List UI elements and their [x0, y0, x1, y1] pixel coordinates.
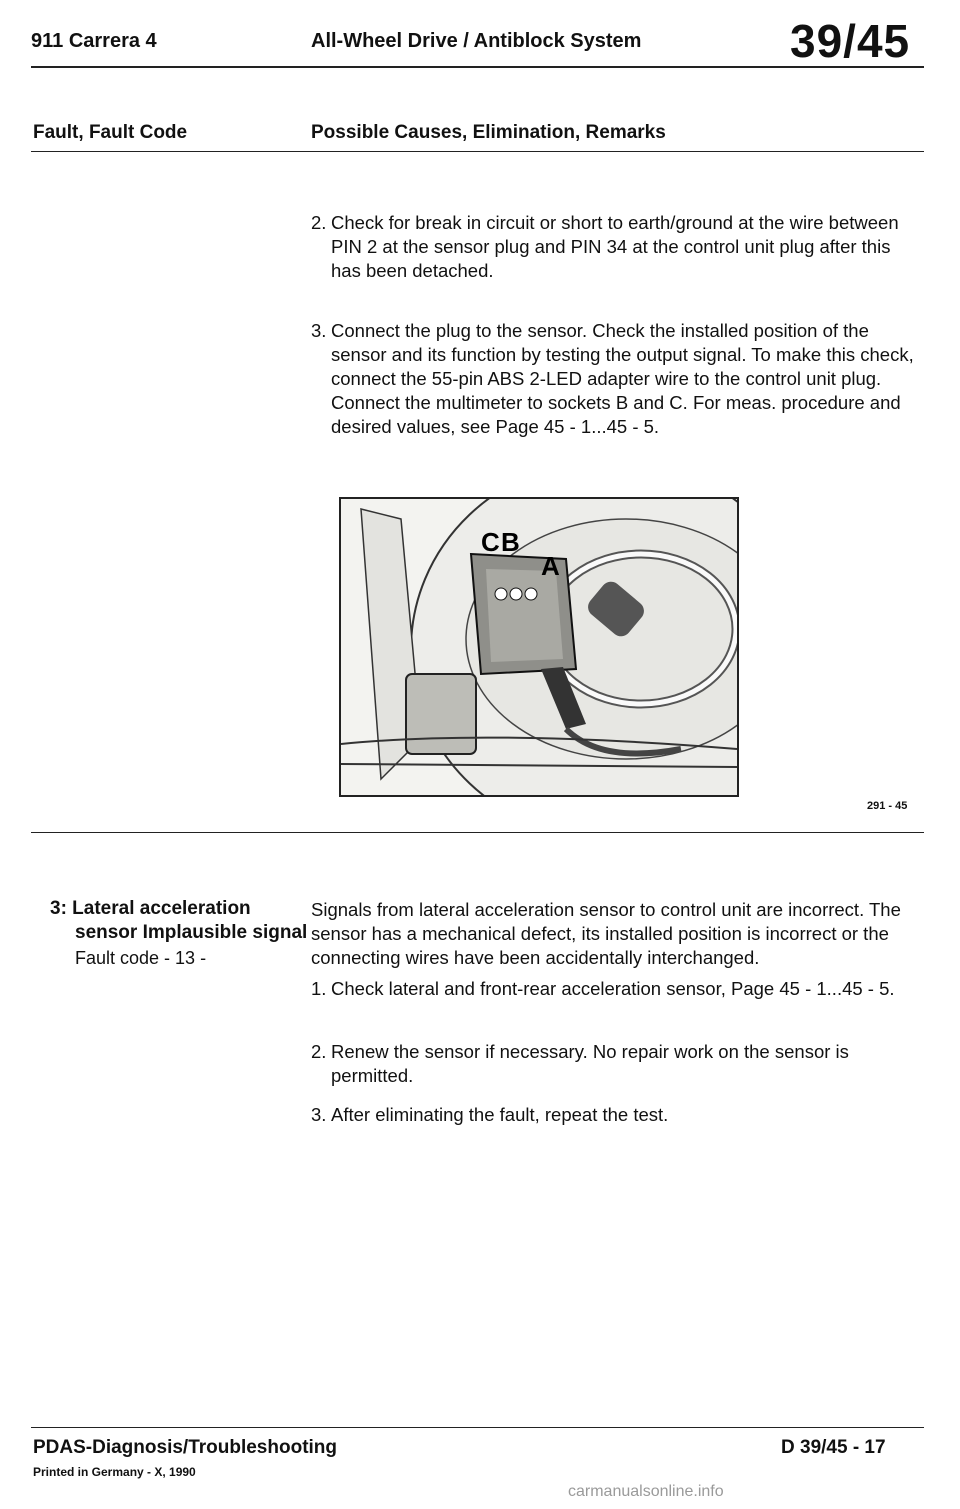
step-text: After eliminating the fault, repeat the test. — [331, 1104, 669, 1125]
sensor-plug-illustration — [341, 499, 737, 795]
fault-title-line2: sensor Implausible signal — [75, 922, 308, 943]
column-header-fault: Fault, Fault Code — [33, 122, 188, 143]
section-rule — [31, 832, 924, 833]
figure-label-c: C — [481, 527, 500, 557]
step-text: Connect the plug to the sensor. Check the installed position of the sensor and its function by testing the output signal. To make this check, connect the 55-pin ABS 2-LED adapter wire to the control unit plug. Connect the multimeter to sockets B and C. For meas. procedure and desired values, see Page 45 - 1...45 - 5. — [331, 320, 914, 437]
header-model: 911 Carrera 4 — [31, 30, 157, 52]
step-number: 1. — [311, 978, 327, 999]
fault-code: Fault code - 13 - — [75, 948, 207, 968]
sensor-plug-photo — [339, 497, 739, 797]
step-number: 3. — [311, 320, 327, 341]
fault-step-item — [311, 977, 921, 1001]
fault-step-item — [311, 1040, 921, 1088]
footer-manual-title: PDAS-Diagnosis/Troubleshooting — [33, 1437, 338, 1458]
footer-page-ref: D 39/45 - 17 — [781, 1437, 886, 1458]
fault-description: Signals from lateral acceleration sensor to control unit are incorrect. The sensor has a mechanical defect, its installed position is incorrect or the connecting wires have been accidentally interchanged. — [311, 899, 901, 968]
column-header-causes: Possible Causes, Elimination, Remarks — [311, 122, 666, 143]
figure-number: 291 - 45 — [867, 800, 908, 812]
step-number: 2. — [311, 1041, 327, 1062]
fault-step-item — [311, 1103, 921, 1127]
figure-label-a: A — [541, 551, 560, 581]
header-title: All-Wheel Drive / Antiblock System — [311, 30, 642, 52]
footer-rule — [31, 1427, 924, 1428]
step-number: 3. — [311, 1104, 327, 1125]
step-item — [311, 211, 921, 283]
column-header-rule — [31, 151, 924, 152]
footer-printed: Printed in Germany - X, 1990 — [33, 1465, 196, 1479]
figure-label-b: B — [501, 527, 520, 557]
step-text: Check for break in circuit or short to earth/ground at the wire between PIN 2 at the sensor plug and PIN 34 at the control unit plug after this has been detached. — [331, 212, 899, 281]
step-item — [311, 319, 921, 439]
step-text: Renew the sensor if necessary. No repair work on the sensor is permitted. — [331, 1041, 849, 1086]
header-page-number: 39/45 — [790, 15, 911, 67]
step-text: Check lateral and front-rear acceleration sensor, Page 45 - 1...45 - 5. — [331, 978, 895, 999]
watermark-link[interactable]: carmanualsonline.info — [568, 1483, 724, 1500]
step-number: 2. — [311, 212, 327, 233]
fault-title-line1: 3: Lateral acceleration — [50, 898, 251, 919]
header-rule — [31, 66, 924, 68]
